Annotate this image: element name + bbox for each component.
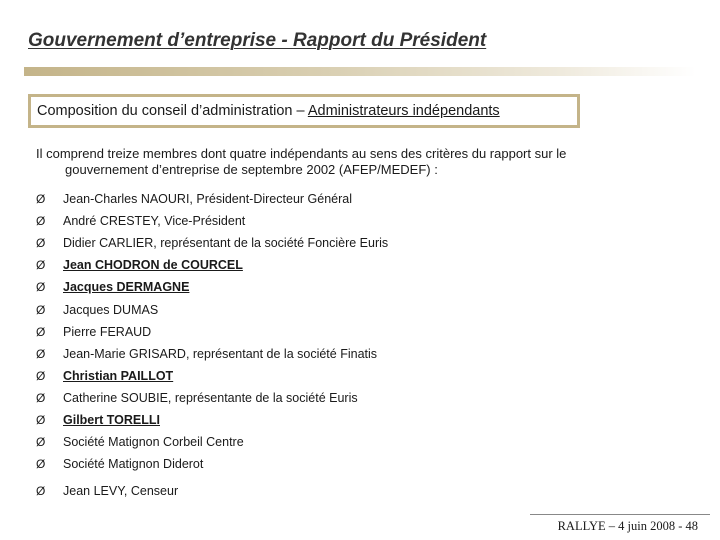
title-rule xyxy=(24,67,696,76)
member-list-item xyxy=(36,455,203,473)
arrow-bullet-icon: Ø xyxy=(36,258,46,273)
member-name: Jean-Charles NAOURI, Président-Directeur Général xyxy=(63,192,352,206)
arrow-bullet-icon: Ø xyxy=(36,302,46,317)
member-list-item xyxy=(36,411,160,429)
independent-member-name: Jacques DERMAGNE xyxy=(63,280,190,295)
intro-paragraph xyxy=(36,146,676,178)
section-heading xyxy=(37,103,500,119)
arrow-bullet-icon: Ø xyxy=(36,324,46,339)
arrow-bullet-icon: Ø xyxy=(36,280,46,295)
member-list-item xyxy=(36,234,388,252)
arrow-bullet-icon: Ø xyxy=(36,457,46,472)
arrow-bullet-icon: Ø xyxy=(36,435,46,450)
member-list-item xyxy=(36,256,243,274)
arrow-bullet-icon: Ø xyxy=(36,192,46,206)
section-heading-box xyxy=(28,94,580,128)
arrow-bullet-icon: Ø xyxy=(36,413,46,427)
member-name: Jean-Marie GRISARD, représentant de la société Finatis xyxy=(63,346,378,361)
section-heading-emphasis: Administrateurs indépendants xyxy=(307,103,500,119)
member-list-item xyxy=(36,389,358,407)
arrow-bullet-icon: Ø xyxy=(36,236,46,251)
arrow-bullet-icon: Ø xyxy=(36,346,46,361)
member-list-item xyxy=(36,278,189,296)
member-name: Catherine SOUBIE, représentante de la société Euris xyxy=(63,390,358,405)
arrow-bullet-icon: Ø xyxy=(36,368,46,383)
footer-rule xyxy=(530,514,710,515)
member-name: Société Matignon Corbeil Centre xyxy=(63,435,244,450)
member-list-item xyxy=(36,323,151,341)
arrow-bullet-icon: Ø xyxy=(36,390,46,405)
member-list-item xyxy=(36,433,244,451)
member-name: Pierre FERAUD xyxy=(63,324,152,339)
member-name: Jacques DUMAS xyxy=(63,302,159,317)
member-list-item xyxy=(36,301,158,319)
member-name: Société Matignon Diderot xyxy=(63,457,204,472)
independent-member-name: Jean CHODRON de COURCEL xyxy=(63,258,243,273)
intro-line-1: Il comprend treize membres dont quatre indépendants au sens des critères du rapport sur le xyxy=(36,146,567,161)
independent-member-name: Christian PAILLOT xyxy=(63,368,174,383)
intro-line-2: gouvernement d’entreprise de septembre 2002 (AFEP/MEDEF) : xyxy=(65,162,438,177)
member-name: André CRESTEY, Vice-Président xyxy=(63,214,246,229)
member-list-item xyxy=(36,367,173,385)
footer-text: RALLYE – 4 juin 2008 - 48 xyxy=(557,519,698,533)
arrow-bullet-icon: Ø xyxy=(36,484,46,498)
member-list-item xyxy=(36,190,352,208)
slide-title: Gouvernement d’entreprise - Rapport du Président xyxy=(28,30,487,51)
member-list-item xyxy=(36,212,245,230)
member-name: Didier CARLIER, représentant de la société Foncière Euris xyxy=(63,236,389,251)
member-list-item xyxy=(36,345,377,363)
censeur-list-item xyxy=(36,482,178,500)
independent-member-name: Gilbert TORELLI xyxy=(63,413,160,427)
arrow-bullet-icon: Ø xyxy=(36,214,46,229)
member-name: Jean LEVY, Censeur xyxy=(63,484,179,498)
section-heading-prefix: Composition du conseil d’administration – xyxy=(37,103,308,119)
